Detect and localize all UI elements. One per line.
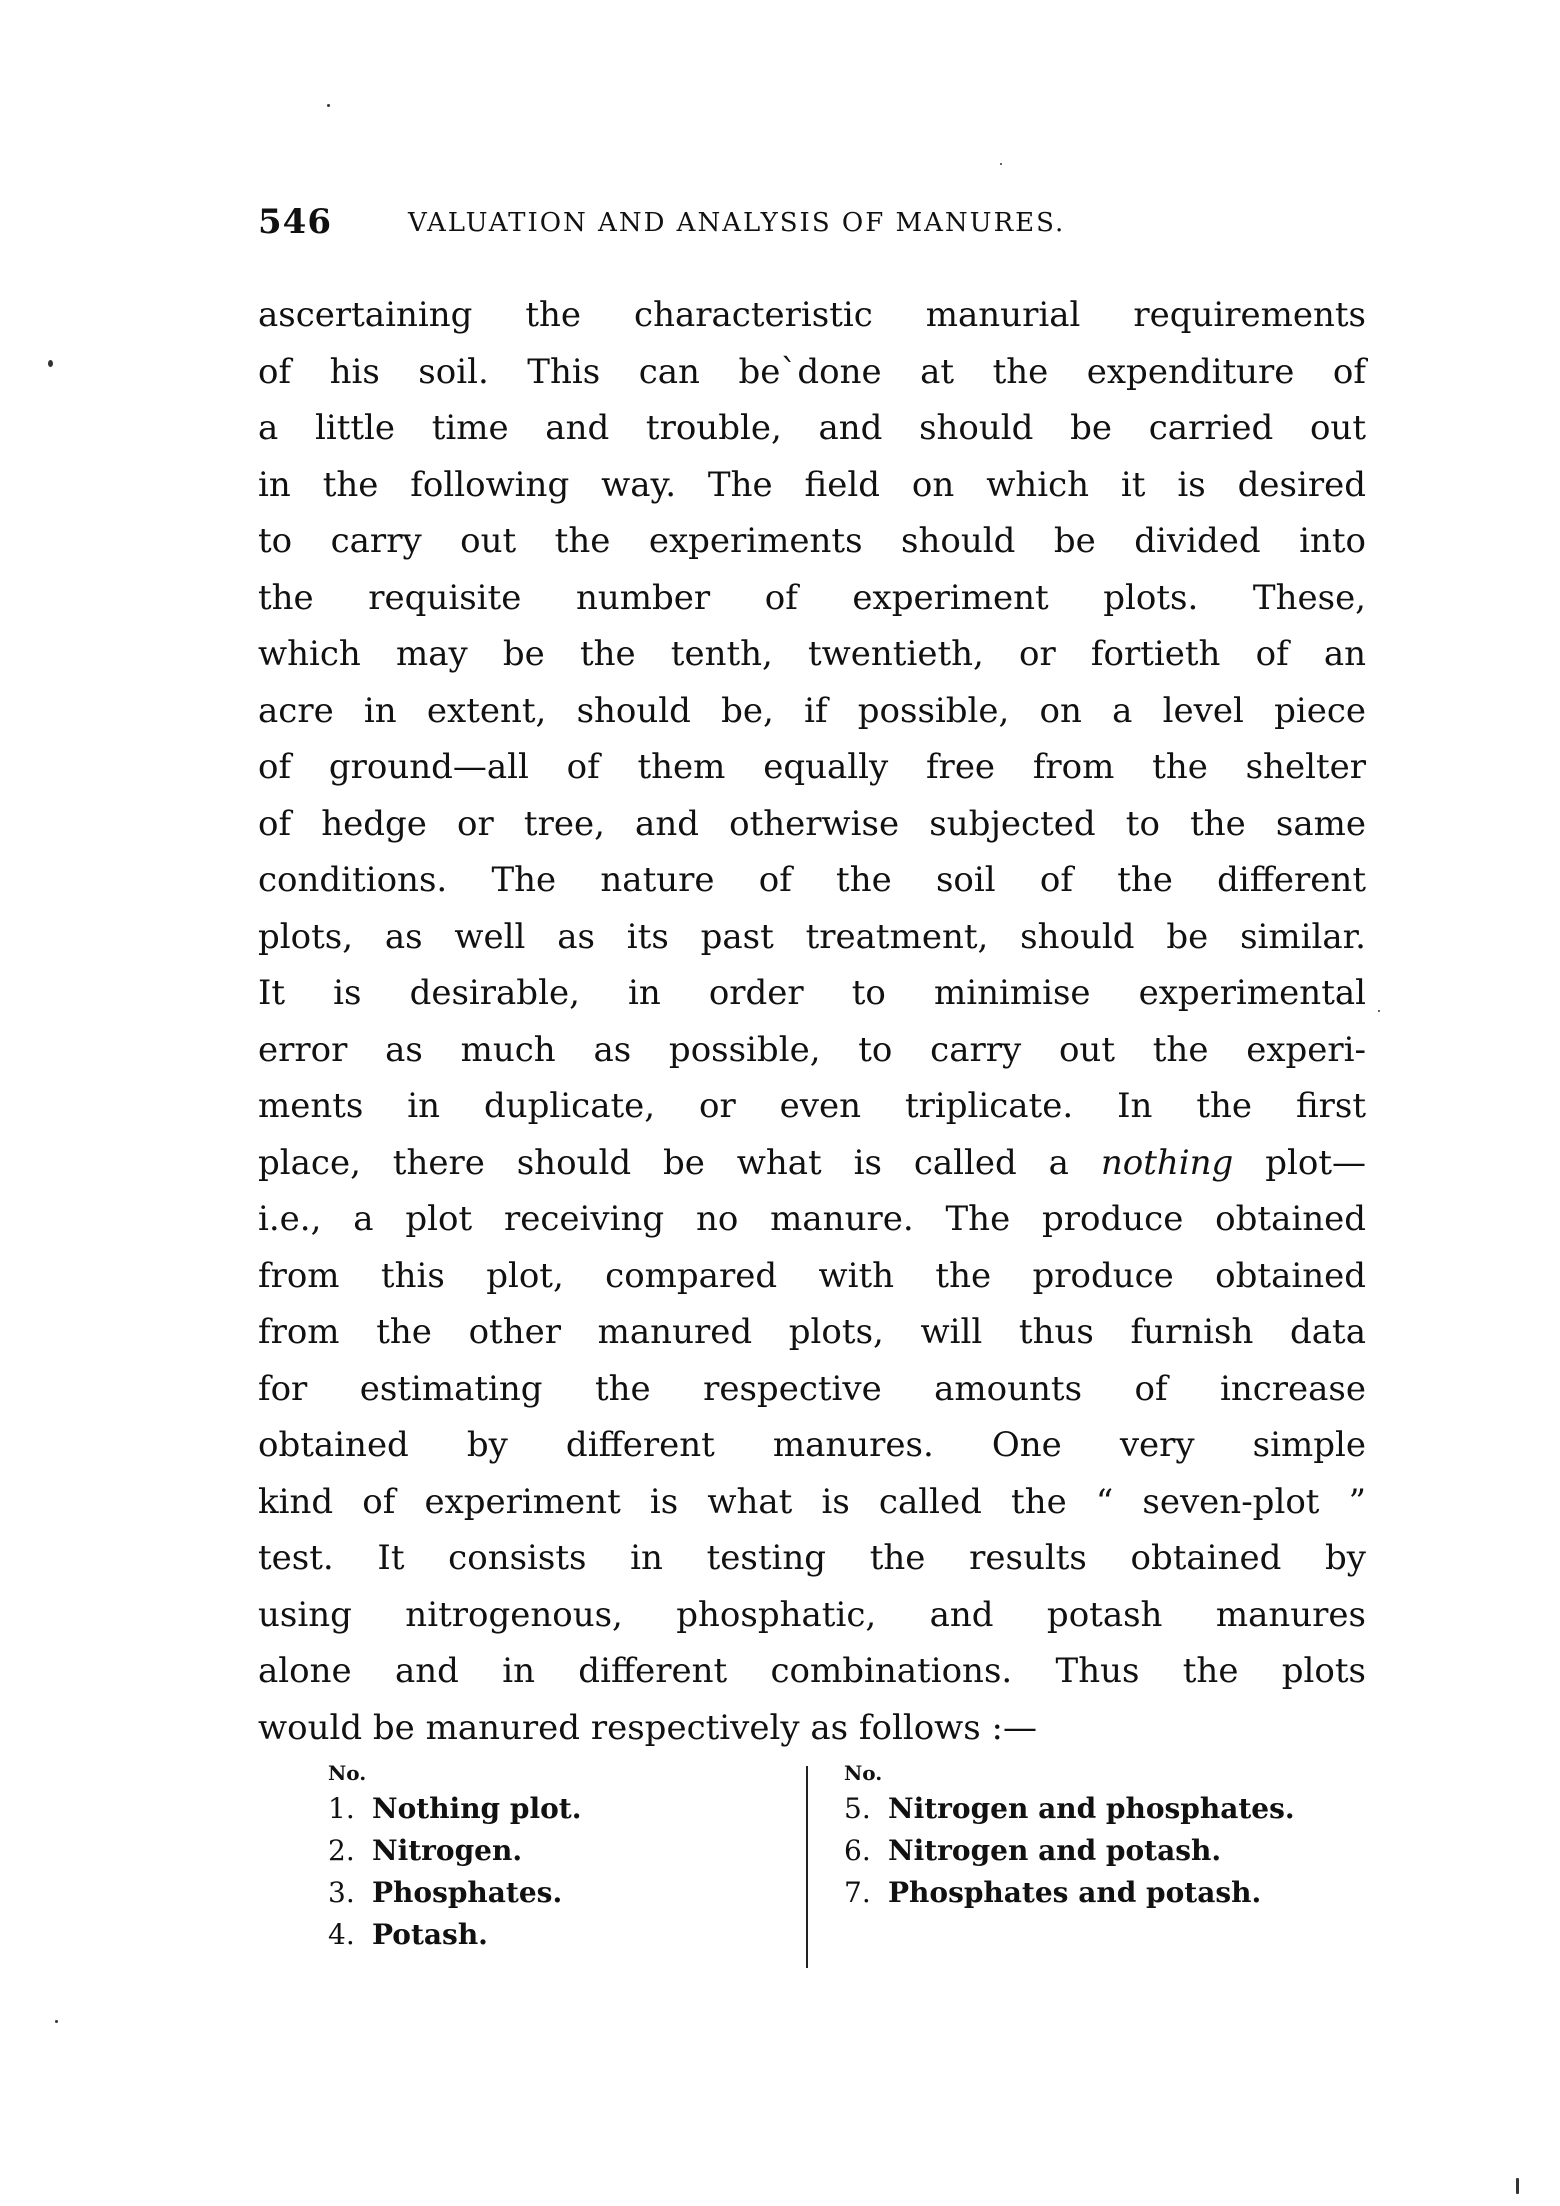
body-paragraph: [258, 287, 1366, 1756]
item-label: Phosphates and potash.: [888, 1876, 1262, 1909]
item-number: 1.: [328, 1792, 355, 1825]
body-line: alone and in different combinations. Thus the plots: [258, 1651, 1366, 1691]
column-header: No.: [844, 1761, 883, 1785]
body-line: would be manured respectively as follows :—: [258, 1707, 1037, 1748]
body-line: ascertaining the characteristic manurial requirements: [258, 295, 1366, 335]
item-label: Potash.: [372, 1918, 488, 1951]
body-line-with-italic: [258, 1135, 1366, 1192]
body-line: using nitrogenous, phosphatic, and potash manures: [258, 1594, 1366, 1635]
scan-speck: [1516, 2178, 1519, 2194]
scan-speck: [48, 360, 53, 367]
scan-speck: [1378, 1010, 1380, 1012]
list-item: [844, 1830, 1364, 1872]
body-line: in the following way. The field on which it is desired: [258, 464, 1366, 505]
list-item: [844, 1872, 1364, 1914]
list-item: [328, 1788, 728, 1830]
item-label: Nitrogen.: [372, 1834, 523, 1867]
column-divider: [806, 1766, 808, 1968]
body-line: It is desirable, in order to minimise experimental: [258, 973, 1366, 1013]
item-label: Nitrogen and phosphates.: [888, 1792, 1295, 1825]
body-line: plots, as well as its past treatment, should be similar.: [258, 916, 1366, 957]
item-number: 4.: [328, 1918, 355, 1951]
list-item: [844, 1788, 1364, 1830]
item-label: Nitrogen and potash.: [888, 1834, 1222, 1867]
list-item: [328, 1830, 728, 1872]
item-label: Nothing plot.: [372, 1792, 582, 1825]
body-line: from this plot, compared with the produce obtained: [258, 1255, 1366, 1296]
plot-list: [258, 1758, 1366, 1968]
body-line: ments in duplicate, or even triplicate. In the first: [258, 1086, 1366, 1126]
italic-term: nothing: [1100, 1142, 1234, 1183]
body-line: of hedge or tree, and otherwise subjected to the same: [258, 803, 1366, 844]
page-number: 546: [258, 202, 332, 242]
body-line: from the other manured plots, will thus furnish data: [258, 1312, 1366, 1352]
body-line: i.e., a plot receiving no manure. The produce obtained: [258, 1199, 1366, 1239]
page-header: [258, 202, 1258, 252]
body-line: which may be the tenth, twentieth, or fortieth of an: [258, 634, 1366, 674]
body-line: error as much as possible, to carry out the experi-: [258, 1029, 1366, 1070]
body-line-text: plot—: [1265, 1142, 1366, 1183]
body-line: for estimating the respective amounts of increase: [258, 1368, 1366, 1409]
item-number: 6.: [844, 1834, 871, 1867]
body-line: of ground—all of them equally free from the shelter: [258, 747, 1366, 787]
plot-list-left-column: [328, 1758, 728, 1956]
body-line: conditions. The nature of the soil of the different: [258, 860, 1366, 900]
body-line: to carry out the experiments should be divided into: [258, 521, 1366, 561]
body-line: the requisite number of experiment plots. These,: [258, 577, 1366, 618]
body-line-text: place, there should be what is called a: [258, 1142, 1069, 1183]
item-number: 5.: [844, 1792, 871, 1825]
body-line: of his soil. This can be`done at the expenditure of: [258, 351, 1366, 392]
item-label: Phosphates.: [372, 1876, 563, 1909]
scan-speck: [327, 104, 330, 107]
scan-speck: [55, 2020, 58, 2023]
body-line: acre in extent, should be, if possible, on a level piece: [258, 690, 1366, 731]
list-item: [328, 1914, 728, 1956]
item-number: 3.: [328, 1876, 355, 1909]
list-item: [328, 1872, 728, 1914]
running-head: VALUATION AND ANALYSIS OF MANURES.: [408, 208, 1066, 238]
body-line: test. It consists in testing the results obtained by: [258, 1538, 1366, 1578]
body-line: obtained by different manures. One very simple: [258, 1425, 1366, 1465]
body-line: a little time and trouble, and should be carried out: [258, 408, 1366, 448]
item-number: 2.: [328, 1834, 355, 1867]
plot-list-right-column: [844, 1758, 1364, 1914]
scan-speck: [1000, 163, 1002, 165]
item-number: 7.: [844, 1876, 871, 1909]
body-line: kind of experiment is what is called the “ seven-plot ”: [258, 1481, 1366, 1522]
column-header: No.: [328, 1761, 367, 1785]
